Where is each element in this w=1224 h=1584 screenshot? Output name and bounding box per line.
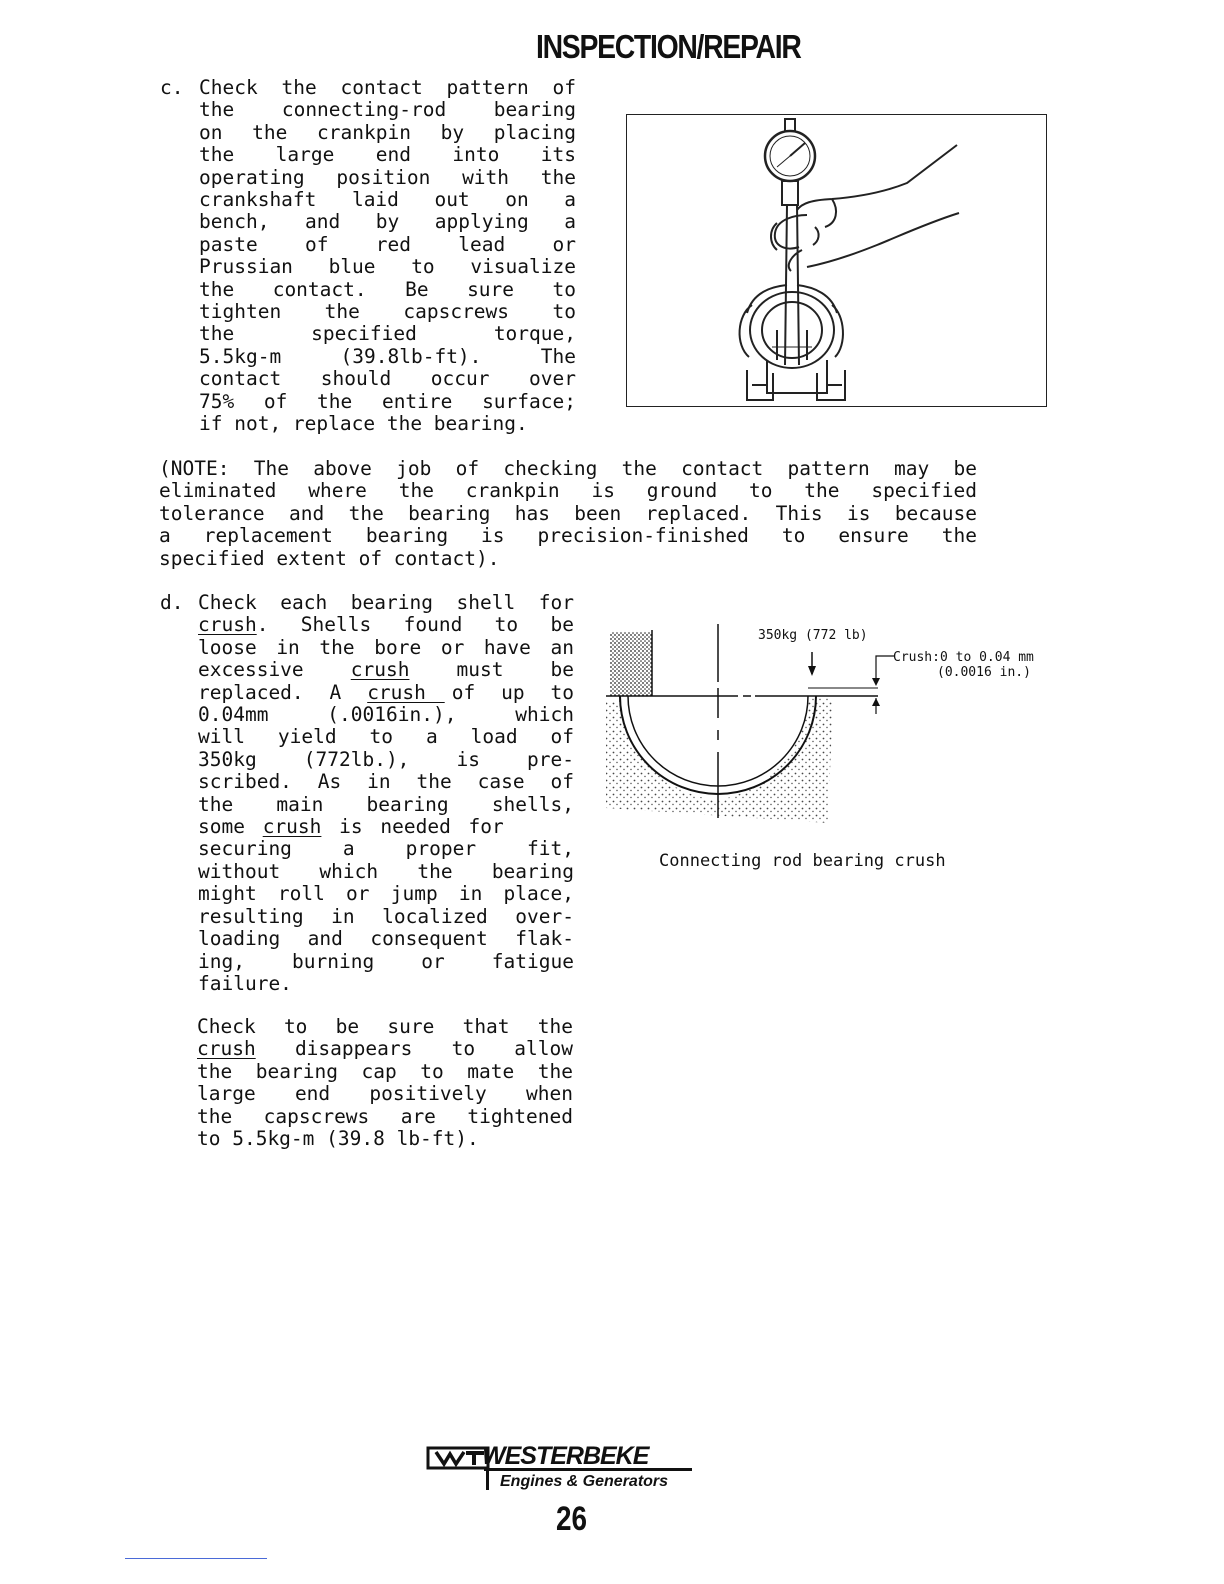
text-line bbox=[197, 1038, 573, 1060]
text-line: will yield to a load of bbox=[198, 725, 574, 749]
text-span: . Shells found to be bbox=[256, 613, 574, 637]
text-line: 5.5kg-m (39.8lb-ft). The bbox=[199, 344, 576, 368]
brand-name: WESTERBEKE bbox=[482, 1442, 649, 1470]
text-line: the capscrews are tightened bbox=[197, 1104, 573, 1128]
check-paragraph bbox=[197, 1016, 573, 1150]
text-line: paste of red lead or bbox=[199, 232, 576, 256]
text-span: excessive bbox=[198, 658, 351, 682]
footer-rule bbox=[125, 1558, 267, 1559]
text-line: eliminated where the crankpin is ground to the specified bbox=[159, 479, 977, 503]
load-label: 350kg (772 lb) bbox=[758, 628, 868, 643]
text-line: crankshaft laid out on a bbox=[199, 188, 576, 212]
text-span: of up to bbox=[425, 680, 574, 704]
section-d-text bbox=[198, 592, 574, 995]
text-line: the large end into its bbox=[199, 143, 576, 167]
text-line: tighten the capscrews to bbox=[199, 300, 576, 324]
text-line: securing a proper fit, bbox=[198, 837, 574, 861]
text-line: resulting in localized over- bbox=[198, 904, 574, 928]
page-number: 26 bbox=[556, 1500, 588, 1538]
crush-term: crush bbox=[262, 815, 322, 839]
dial-gauge-figure bbox=[626, 114, 1047, 407]
section-d-label: d. bbox=[160, 591, 184, 614]
text-line: scribed. As in the case of bbox=[198, 770, 574, 794]
crush-term: crush bbox=[350, 658, 410, 682]
crush-term: crush bbox=[198, 613, 257, 637]
text-line bbox=[198, 704, 574, 726]
text-line: Check the contact pattern of bbox=[199, 76, 576, 99]
text-line: the connecting-rod bearing bbox=[199, 98, 576, 122]
dial-gauge-illustration bbox=[627, 115, 1045, 405]
text-line: 75% of the entire surface; bbox=[199, 389, 576, 413]
text-line bbox=[198, 659, 574, 681]
text-line: the specified torque, bbox=[199, 322, 576, 346]
figure-caption: Connecting rod bearing crush bbox=[659, 851, 946, 871]
text-line: Check to be sure that the bbox=[197, 1015, 573, 1038]
text-line: bench, and by applying a bbox=[199, 210, 576, 234]
text-line: the contact. Be sure to bbox=[199, 277, 576, 301]
text-line: ing, burning or fatigue bbox=[198, 949, 574, 973]
text-line bbox=[198, 682, 574, 704]
text-line bbox=[198, 816, 574, 838]
text-line: (NOTE: The above job of checking the contact pattern may be bbox=[159, 457, 977, 480]
crush-label: Crush:0 to 0.04 mm bbox=[893, 650, 1034, 665]
crush-inch-label: (0.0016 in.) bbox=[937, 665, 1031, 680]
text-line bbox=[198, 614, 574, 636]
bearing-crush-diagram bbox=[598, 618, 1058, 830]
text-line: without which the bearing bbox=[198, 859, 574, 883]
note-paragraph bbox=[159, 458, 977, 570]
crush-term: crush bbox=[197, 1037, 256, 1061]
section-c-label: c. bbox=[160, 76, 184, 99]
text-line: loose in the bore or have an bbox=[198, 635, 574, 659]
text-span: must be bbox=[409, 658, 575, 682]
text-line: failure. bbox=[198, 971, 292, 995]
page-title: INSPECTION/REPAIR bbox=[536, 28, 801, 65]
text-span: , which bbox=[444, 703, 574, 727]
text-line: if not, replace the bearing. bbox=[199, 412, 528, 436]
text-line: the bearing cap to mate the bbox=[197, 1059, 573, 1083]
text-line: a replacement bearing is precision-finished to ensure the bbox=[159, 524, 977, 548]
text-span: replaced. A bbox=[198, 680, 368, 704]
text-line: specified extent of contact). bbox=[159, 546, 500, 570]
text-line: might roll or jump in place, bbox=[198, 882, 574, 906]
text-span: disappears to allow bbox=[255, 1037, 573, 1061]
text-line: Check each bearing shell for bbox=[198, 591, 574, 614]
text-span: 16in.) bbox=[374, 703, 445, 727]
text-line: large end positively when bbox=[197, 1082, 573, 1106]
text-span: some bbox=[198, 815, 263, 839]
text-line: tolerance and the bearing has been replaced. This is because bbox=[159, 501, 977, 525]
section-c-text bbox=[199, 77, 576, 436]
text-line: to 5.5kg-m (39.8 lb-ft). bbox=[197, 1127, 479, 1151]
text-span: 0.04mm (.00 bbox=[198, 703, 375, 727]
text-line: 350kg (772lb.), is pre- bbox=[198, 747, 574, 771]
westerbeke-logo bbox=[426, 1440, 706, 1496]
text-line: operating position with the bbox=[199, 165, 576, 189]
brand-tagline: Engines & Generators bbox=[500, 1473, 669, 1490]
text-line: loading and consequent flak- bbox=[198, 927, 574, 951]
text-span: is needed for bbox=[321, 815, 504, 839]
text-line: the main bearing shells, bbox=[198, 792, 574, 816]
text-line: Prussian blue to visualize bbox=[199, 255, 576, 279]
crush-term: crush bbox=[367, 680, 426, 704]
text-line: on the crankpin by placing bbox=[199, 120, 576, 144]
text-line: contact should occur over bbox=[199, 367, 576, 391]
